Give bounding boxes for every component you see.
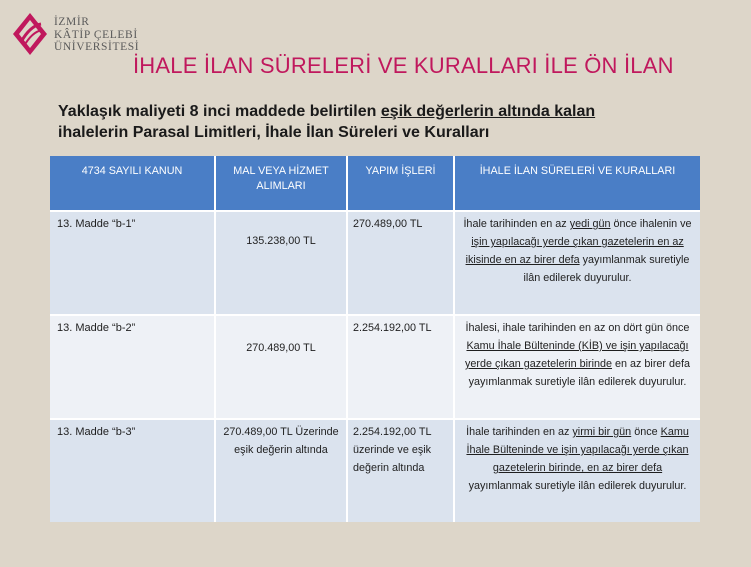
works-limit: 2.254.192,00 TL üzerinde ve eşik değerin altında: [353, 426, 432, 474]
law-article-cell: [50, 211, 215, 315]
goods-limit-cell: [215, 315, 347, 419]
rule-text-underlined: Kamu İhale Bülteninde (KİB) ve işin yapılacağı yerde çıkan gazetelerin birinde: [464, 340, 689, 370]
header-goods-services: MAL VEYA HİZMET ALIMLARI: [215, 156, 347, 211]
rule-cell: [454, 419, 700, 522]
university-logo: [12, 12, 140, 60]
works-limit-cell: [347, 211, 454, 315]
rule-cell: [454, 315, 700, 419]
subtitle-underlined: eşik değerlerin altında kalan: [380, 103, 596, 120]
page-subtitle: [58, 101, 698, 143]
goods-limit: 135.238,00 TL: [246, 235, 316, 247]
rule-text-underlined: yedi gün: [569, 218, 611, 230]
subtitle-part-1: Yaklaşık maliyeti 8 inci maddede belirtilen: [58, 103, 381, 120]
limits-table: [50, 156, 700, 522]
rule-text: önce ihalenin ve: [610, 218, 692, 230]
goods-limit: 270.489,00 TL Üzerinde eşik değerin altında: [223, 426, 339, 456]
rule-text-underlined: yirmi bir gün: [572, 426, 632, 438]
header-law: 4734 SAYILI KANUN: [50, 156, 215, 211]
works-limit-cell: [347, 315, 454, 419]
goods-limit: 270.489,00 TL: [246, 342, 316, 354]
rule-cell: [454, 211, 700, 315]
table-header-row: [50, 156, 700, 211]
works-limit: 2.254.192,00 TL: [353, 322, 432, 334]
header-construction: YAPIM İŞLERİ: [347, 156, 454, 211]
subtitle-part-2: ihalelerin Parasal Limitleri, İhale İlan Süreleri ve Kuralları: [58, 124, 490, 141]
law-article: 13. Madde “b-3”: [57, 426, 136, 438]
rule-text: yayımlanmak suretiyle ilân edilerek duyurulur.: [468, 480, 687, 492]
logo-mark-icon: [12, 12, 48, 56]
law-article: 13. Madde “b-2”: [57, 322, 136, 334]
rule-text: en az birer defa yayımlanmak suretiyle ilân edilerek duyurulur.: [468, 358, 691, 388]
table-row: [50, 315, 700, 419]
goods-limit-cell: [215, 419, 347, 522]
law-article: 13. Madde “b-1”: [57, 218, 136, 230]
rule-text-underlined: işin yapılacağı yerde çıkan gazetelerin en az ikisinde en az birer defa: [465, 236, 684, 266]
header-rules: İHALE İLAN SÜRELERİ VE KURALLARI: [454, 156, 700, 211]
law-article-cell: [50, 315, 215, 419]
law-article-cell: [50, 419, 215, 522]
logo-line-2: KÂTİP ÇELEBİ: [54, 28, 138, 41]
rule-text: yayımlanmak suretiyle ilân edilerek duyurulur.: [523, 254, 690, 284]
rule-text: İhalesi, ihale tarihinden en az on dört gün önce: [465, 322, 690, 334]
rule-text-underlined: Kamu İhale Bülteninde ve işin yapılacağı yerde çıkan gazetelerin birinde, en az birer defa: [466, 426, 689, 474]
table-row: [50, 419, 700, 522]
page-title: İHALE İLAN SÜRELERİ VE KURALLARI İLE ÖN İLAN: [133, 53, 674, 78]
logo-line-1: İZMİR: [54, 16, 90, 28]
rule-text: İhale tarihinden en az: [466, 426, 573, 438]
works-limit: 270.489,00 TL: [353, 218, 423, 230]
logo-wordmark: [54, 16, 139, 54]
goods-limit-cell: [215, 211, 347, 315]
logo-line-3: ÜNİVERSİTESİ: [54, 41, 140, 53]
table-row: [50, 211, 700, 315]
rule-text: önce: [631, 426, 661, 438]
works-limit-cell: [347, 419, 454, 522]
rule-text: İhale tarihinden en az: [463, 218, 570, 230]
